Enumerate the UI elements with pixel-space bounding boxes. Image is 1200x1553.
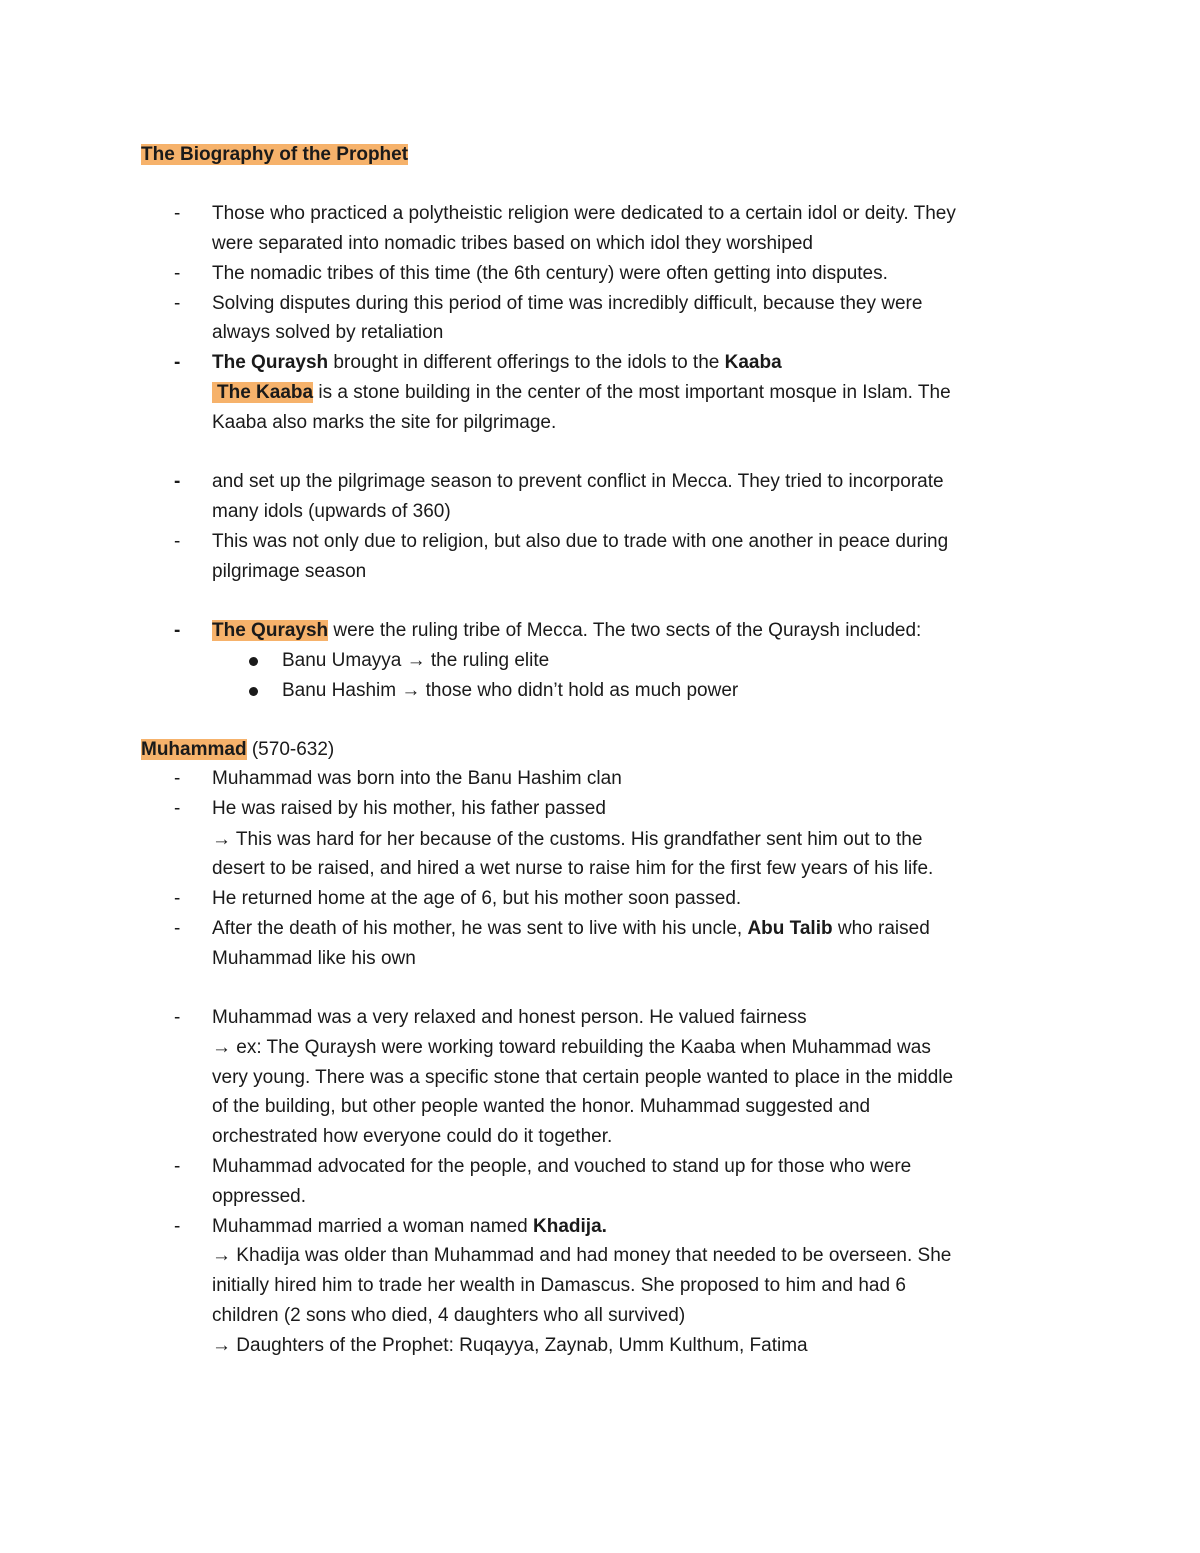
bullet-dot [249, 687, 258, 696]
list-item-text-mid: brought in different offerings to the idols to the [328, 352, 725, 373]
dash-marker: - [174, 293, 181, 314]
dash-marker: - [174, 620, 181, 641]
dash-marker: - [174, 918, 181, 939]
list-item-text [212, 914, 930, 944]
dash-marker: - [174, 1156, 181, 1177]
list-item-text [212, 348, 782, 378]
term-quraysh: The Quraysh [212, 352, 329, 373]
term-abu-talib: Abu Talib [747, 918, 833, 939]
list-item-text: initially hired him to trade her wealth in Damascus. She proposed to him and had 6 [212, 1275, 906, 1296]
list-item-text: Solving disputes during this period of time was incredibly difficult, because they were [212, 293, 923, 314]
term-kaaba: Kaaba [724, 352, 782, 373]
list-item-text: oppressed. [212, 1186, 307, 1207]
list-item-text: and set up the pilgrimage season to prevent conflict in Mecca. They tried to incorporate [212, 471, 944, 492]
list-item-text: very young. There was a specific stone that certain people wanted to place in the middle [212, 1067, 954, 1088]
dash-marker: - [174, 263, 181, 284]
sub-list-item: Banu Hashim → those who didn’t hold as much power [282, 680, 739, 701]
list-item-text: Muhammad like his own [212, 948, 416, 969]
dash-marker: - [174, 798, 181, 819]
list-item-text: → ex: The Quraysh were working toward rebuilding the Kaaba when Muhammad was [212, 1037, 931, 1058]
list-item-text: Those who practiced a polytheistic religion were dedicated to a certain idol or deity. They [212, 203, 956, 224]
list-item-text: Muhammad was born into the Banu Hashim clan [212, 768, 622, 789]
dash-marker: - [174, 203, 181, 224]
list-item-text-pre: After the death of his mother, he was sent to live with his uncle, [212, 918, 748, 939]
dash-marker: - [174, 531, 181, 552]
dash-marker: - [174, 1216, 181, 1237]
list-item-text: The nomadic tribes of this time (the 6th century) were often getting into disputes. [212, 263, 888, 284]
list-item-text: always solved by retaliation [212, 322, 444, 343]
term-khadija: Khadija. [533, 1216, 607, 1237]
sub-list-item: Banu Umayya → the ruling elite [282, 650, 550, 671]
list-item-text: → This was hard for her because of the customs. His grandfather sent him out to the [212, 829, 923, 850]
list-item-text: were separated into nomadic tribes based on which idol they worshiped [212, 233, 813, 254]
term-quraysh-highlight: The Quraysh [212, 620, 329, 641]
list-item-text: He returned home at the age of 6, but his mother soon passed. [212, 888, 742, 909]
list-item-text: children (2 sons who died, 4 daughters who all survived) [212, 1305, 686, 1326]
list-item-text-post: who raised [832, 918, 930, 939]
dash-marker: - [174, 1007, 181, 1028]
definition-rest: is a stone building in the center of the most important mosque in Islam. The [313, 382, 951, 403]
bullet-dot [249, 657, 258, 666]
list-item-text-pre: Muhammad married a woman named [212, 1216, 534, 1237]
section-title-text: The Biography of the Prophet [141, 144, 409, 165]
definition-text [212, 378, 951, 408]
dash-marker: - [174, 768, 181, 789]
list-item-text [212, 1212, 607, 1242]
term-kaaba-highlight: The Kaaba [212, 382, 313, 403]
section-title-dates: (570-632) [246, 739, 335, 760]
list-item-text: of the building, but other people wanted the honor. Muhammad suggested and [212, 1096, 871, 1117]
section-title [141, 140, 408, 170]
section-title-text: Muhammad [141, 739, 247, 760]
dash-marker: - [174, 471, 181, 492]
list-item-text: Muhammad was a very relaxed and honest person. He valued fairness [212, 1007, 807, 1028]
list-item-text-rest: were the ruling tribe of Mecca. The two sects of the Quraysh included: [328, 620, 922, 641]
list-item-text: He was raised by his mother, his father passed [212, 798, 606, 819]
section-title [141, 735, 334, 765]
list-item-text: pilgrimage season [212, 561, 367, 582]
list-item-text: orchestrated how everyone could do it together. [212, 1126, 613, 1147]
list-item-text: Muhammad advocated for the people, and vouched to stand up for those who were [212, 1156, 912, 1177]
list-item-text: many idols (upwards of 360) [212, 501, 451, 522]
dash-marker: - [174, 888, 181, 909]
list-item-text: desert to be raised, and hired a wet nurse to raise him for the first few years of his life. [212, 858, 934, 879]
list-item-text: → Khadija was older than Muhammad and had money that needed to be overseen. She [212, 1245, 952, 1266]
list-item-text: This was not only due to religion, but also due to trade with one another in peace during [212, 531, 949, 552]
definition-text: Kaaba also marks the site for pilgrimage. [212, 412, 557, 433]
list-item-text [212, 616, 921, 646]
list-item-text: → Daughters of the Prophet: Ruqayya, Zaynab, Umm Kulthum, Fatima [212, 1335, 808, 1356]
dash-marker: - [174, 352, 181, 373]
